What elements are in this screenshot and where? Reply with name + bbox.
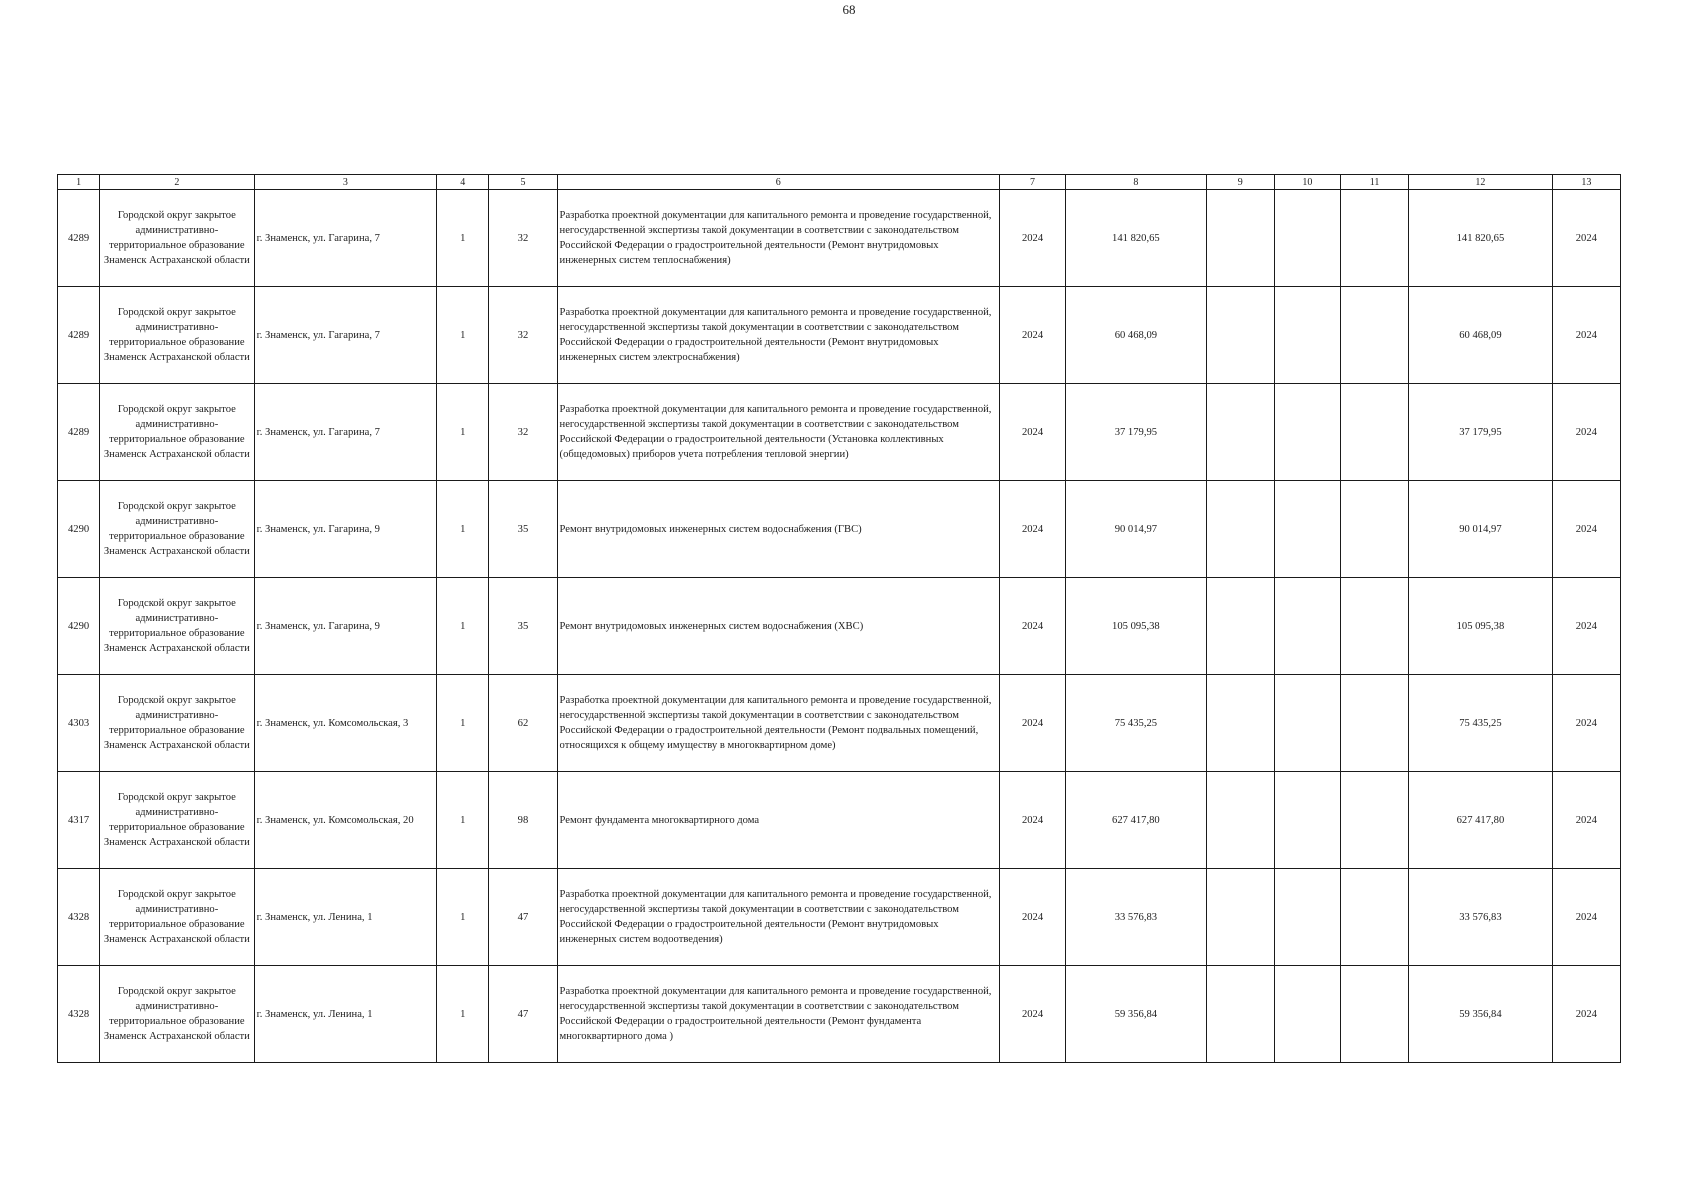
table-row <box>58 384 1621 481</box>
col11-cell <box>1341 772 1409 869</box>
column-header-10: 10 <box>1274 175 1340 190</box>
year-cell: 2024 <box>999 287 1065 384</box>
completion-year-cell: 2024 <box>1552 481 1620 578</box>
column-header-2: 2 <box>100 175 254 190</box>
col9-cell <box>1206 578 1274 675</box>
column-header-3: 3 <box>254 175 437 190</box>
object-code-cell: 47 <box>489 869 557 966</box>
object-code-cell: 62 <box>489 675 557 772</box>
column-header-7: 7 <box>999 175 1065 190</box>
completion-year-cell: 2024 <box>1552 966 1620 1063</box>
col11-cell <box>1341 675 1409 772</box>
year-cell: 2024 <box>999 869 1065 966</box>
object-code-cell: 32 <box>489 190 557 287</box>
count-cell: 1 <box>437 190 489 287</box>
address-cell: г. Знаменск, ул. Гагарина, 9 <box>254 481 437 578</box>
address-cell: г. Знаменск, ул. Гагарина, 7 <box>254 384 437 481</box>
column-header-5: 5 <box>489 175 557 190</box>
total-amount-cell: 33 576,83 <box>1409 869 1552 966</box>
work-type-cell: Ремонт фундамента многоквартирного дома <box>557 772 999 869</box>
count-cell: 1 <box>437 287 489 384</box>
total-amount-cell: 90 014,97 <box>1409 481 1552 578</box>
column-header-1: 1 <box>58 175 100 190</box>
row-number: 4290 <box>58 578 100 675</box>
year-cell: 2024 <box>999 190 1065 287</box>
amount-cell: 75 435,25 <box>1066 675 1206 772</box>
column-header-11: 11 <box>1341 175 1409 190</box>
count-cell: 1 <box>437 675 489 772</box>
address-cell: г. Знаменск, ул. Гагарина, 9 <box>254 578 437 675</box>
col11-cell <box>1341 384 1409 481</box>
object-code-cell: 35 <box>489 578 557 675</box>
page-number: 68 <box>842 2 856 17</box>
row-number: 4328 <box>58 869 100 966</box>
table-row <box>58 287 1621 384</box>
address-cell: г. Знаменск, ул. Гагарина, 7 <box>254 287 437 384</box>
amount-cell: 141 820,65 <box>1066 190 1206 287</box>
count-cell: 1 <box>437 869 489 966</box>
amount-cell: 60 468,09 <box>1066 287 1206 384</box>
row-number: 4290 <box>58 481 100 578</box>
row-number: 4317 <box>58 772 100 869</box>
completion-year-cell: 2024 <box>1552 190 1620 287</box>
amount-cell: 105 095,38 <box>1066 578 1206 675</box>
count-cell: 1 <box>437 772 489 869</box>
address-cell: г. Знаменск, ул. Ленина, 1 <box>254 869 437 966</box>
municipality-cell: Городской округ закрытое административно-территориальное образование Знаменск Астраханской области <box>100 966 254 1063</box>
column-header-13: 13 <box>1552 175 1620 190</box>
col10-cell <box>1274 190 1340 287</box>
table-row <box>58 675 1621 772</box>
col9-cell <box>1206 287 1274 384</box>
municipality-cell: Городской округ закрытое административно-территориальное образование Знаменск Астраханской области <box>100 384 254 481</box>
col11-cell <box>1341 481 1409 578</box>
table-row <box>58 869 1621 966</box>
col10-cell <box>1274 578 1340 675</box>
col9-cell <box>1206 675 1274 772</box>
work-type-cell: Разработка проектной документации для капитального ремонта и проведение государственной, негосударственной экспертизы такой документации в соответствии с законодательством Российской Федерации о градостроительной деятельности (Ремонт подвальных помещений, относящихся к общему имуществу в многоквартирном доме) <box>557 675 999 772</box>
total-amount-cell: 627 417,80 <box>1409 772 1552 869</box>
col10-cell <box>1274 384 1340 481</box>
work-type-cell: Разработка проектной документации для капитального ремонта и проведение государственной, негосударственной экспертизы такой документации в соответствии с законодательством Российской Федерации о градостроительной деятельности (Ремонт внутридомовых инженерных систем теплоснабжения) <box>557 190 999 287</box>
col10-cell <box>1274 966 1340 1063</box>
table-row <box>58 966 1621 1063</box>
completion-year-cell: 2024 <box>1552 675 1620 772</box>
row-number: 4289 <box>58 287 100 384</box>
col11-cell <box>1341 869 1409 966</box>
count-cell: 1 <box>437 578 489 675</box>
address-cell: г. Знаменск, ул. Комсомольская, 3 <box>254 675 437 772</box>
object-code-cell: 47 <box>489 966 557 1063</box>
municipality-cell: Городской округ закрытое административно-территориальное образование Знаменск Астраханской области <box>100 675 254 772</box>
completion-year-cell: 2024 <box>1552 772 1620 869</box>
table-row <box>58 772 1621 869</box>
col9-cell <box>1206 384 1274 481</box>
work-type-cell: Ремонт внутридомовых инженерных систем водоснабжения (ХВС) <box>557 578 999 675</box>
col9-cell <box>1206 966 1274 1063</box>
work-type-cell: Разработка проектной документации для капитального ремонта и проведение государственной, негосударственной экспертизы такой документации в соответствии с законодательством Российской Федерации о градостроительной деятельности (Ремонт фундамента многоквартирного дома ) <box>557 966 999 1063</box>
year-cell: 2024 <box>999 772 1065 869</box>
col11-cell <box>1341 190 1409 287</box>
repair-registry-table <box>57 174 1621 1063</box>
row-number: 4303 <box>58 675 100 772</box>
col10-cell <box>1274 287 1340 384</box>
total-amount-cell: 37 179,95 <box>1409 384 1552 481</box>
year-cell: 2024 <box>999 578 1065 675</box>
year-cell: 2024 <box>999 384 1065 481</box>
object-code-cell: 32 <box>489 287 557 384</box>
municipality-cell: Городской округ закрытое административно-территориальное образование Знаменск Астраханской области <box>100 869 254 966</box>
col9-cell <box>1206 190 1274 287</box>
municipality-cell: Городской округ закрытое административно-территориальное образование Знаменск Астраханской области <box>100 190 254 287</box>
year-cell: 2024 <box>999 675 1065 772</box>
row-number: 4328 <box>58 966 100 1063</box>
completion-year-cell: 2024 <box>1552 384 1620 481</box>
completion-year-cell: 2024 <box>1552 287 1620 384</box>
object-code-cell: 98 <box>489 772 557 869</box>
address-cell: г. Знаменск, ул. Ленина, 1 <box>254 966 437 1063</box>
amount-cell: 59 356,84 <box>1066 966 1206 1063</box>
municipality-cell: Городской округ закрытое административно-территориальное образование Знаменск Астраханской области <box>100 481 254 578</box>
municipality-cell: Городской округ закрытое административно-территориальное образование Знаменск Астраханской области <box>100 578 254 675</box>
work-type-cell: Разработка проектной документации для капитального ремонта и проведение государственной, негосударственной экспертизы такой документации в соответствии с законодательством Российской Федерации о градостроительной деятельности (Установка коллективных (общедомовых) приборов учета потребления тепловой энергии) <box>557 384 999 481</box>
col10-cell <box>1274 675 1340 772</box>
amount-cell: 33 576,83 <box>1066 869 1206 966</box>
col11-cell <box>1341 578 1409 675</box>
column-number-row <box>58 175 1621 190</box>
total-amount-cell: 59 356,84 <box>1409 966 1552 1063</box>
row-number: 4289 <box>58 190 100 287</box>
amount-cell: 90 014,97 <box>1066 481 1206 578</box>
column-header-8: 8 <box>1066 175 1206 190</box>
completion-year-cell: 2024 <box>1552 869 1620 966</box>
count-cell: 1 <box>437 966 489 1063</box>
col10-cell <box>1274 481 1340 578</box>
column-header-12: 12 <box>1409 175 1552 190</box>
total-amount-cell: 75 435,25 <box>1409 675 1552 772</box>
completion-year-cell: 2024 <box>1552 578 1620 675</box>
col9-cell <box>1206 481 1274 578</box>
col9-cell <box>1206 869 1274 966</box>
table-row <box>58 578 1621 675</box>
column-header-9: 9 <box>1206 175 1274 190</box>
object-code-cell: 35 <box>489 481 557 578</box>
address-cell: г. Знаменск, ул. Комсомольская, 20 <box>254 772 437 869</box>
total-amount-cell: 141 820,65 <box>1409 190 1552 287</box>
table-body <box>58 190 1621 1063</box>
year-cell: 2024 <box>999 481 1065 578</box>
object-code-cell: 32 <box>489 384 557 481</box>
municipality-cell: Городской округ закрытое административно-территориальное образование Знаменск Астраханской области <box>100 287 254 384</box>
work-type-cell: Разработка проектной документации для капитального ремонта и проведение государственной, негосударственной экспертизы такой документации в соответствии с законодательством Российской Федерации о градостроительной деятельности (Ремонт внутридомовых инженерных систем электроснабжения) <box>557 287 999 384</box>
count-cell: 1 <box>437 481 489 578</box>
year-cell: 2024 <box>999 966 1065 1063</box>
col11-cell <box>1341 287 1409 384</box>
total-amount-cell: 105 095,38 <box>1409 578 1552 675</box>
col9-cell <box>1206 772 1274 869</box>
col11-cell <box>1341 966 1409 1063</box>
row-number: 4289 <box>58 384 100 481</box>
address-cell: г. Знаменск, ул. Гагарина, 7 <box>254 190 437 287</box>
col10-cell <box>1274 772 1340 869</box>
table-row <box>58 190 1621 287</box>
column-header-4: 4 <box>437 175 489 190</box>
column-header-6: 6 <box>557 175 999 190</box>
table-row <box>58 481 1621 578</box>
amount-cell: 37 179,95 <box>1066 384 1206 481</box>
total-amount-cell: 60 468,09 <box>1409 287 1552 384</box>
col10-cell <box>1274 869 1340 966</box>
municipality-cell: Городской округ закрытое административно-территориальное образование Знаменск Астраханской области <box>100 772 254 869</box>
work-type-cell: Ремонт внутридомовых инженерных систем водоснабжения (ГВС) <box>557 481 999 578</box>
count-cell: 1 <box>437 384 489 481</box>
amount-cell: 627 417,80 <box>1066 772 1206 869</box>
work-type-cell: Разработка проектной документации для капитального ремонта и проведение государственной, негосударственной экспертизы такой документации в соответствии с законодательством Российской Федерации о градостроительной деятельности (Ремонт внутридомовых инженерных систем водоотведения) <box>557 869 999 966</box>
